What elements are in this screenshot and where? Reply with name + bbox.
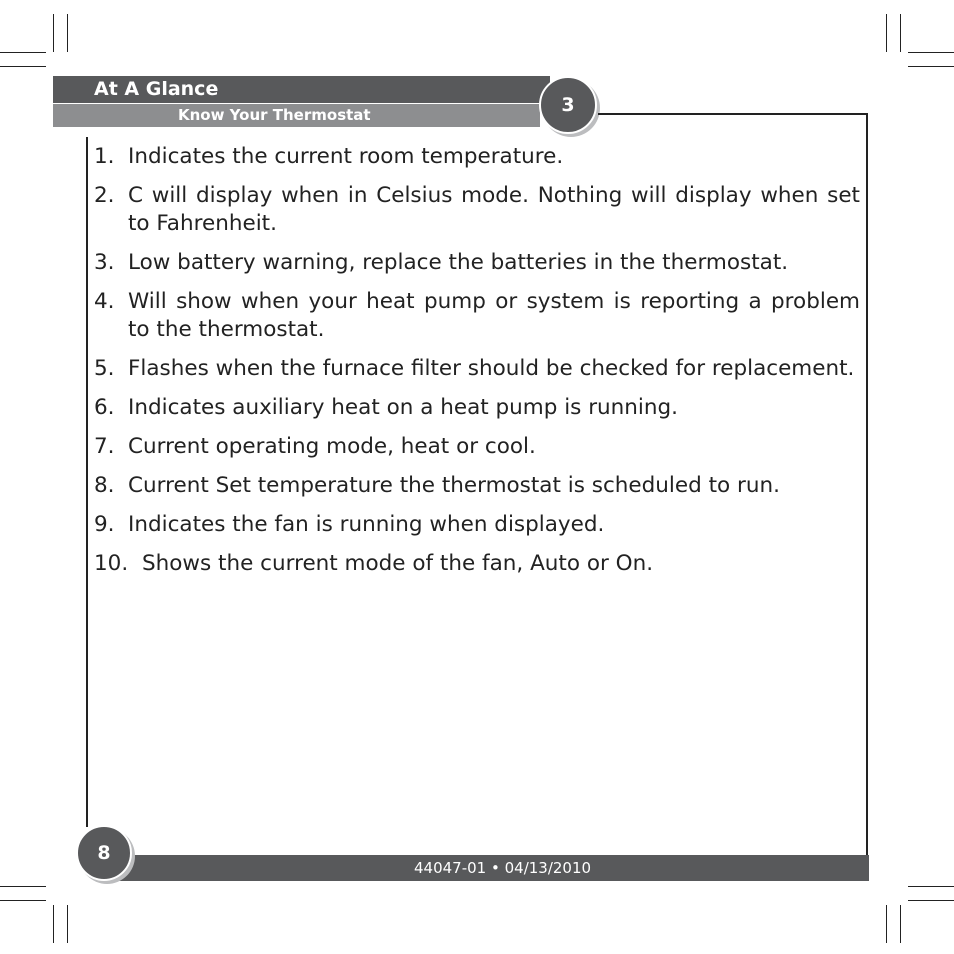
frame-right-line [866,113,868,857]
item-text: Low battery warning, replace the batteries in the thermostat. [128,250,789,275]
page-number-badge: 8 [76,825,132,881]
item-text: Shows the current mode of the fan, Auto or On. [142,551,654,576]
document-info: 44047-01 • 04/13/2010 [414,859,592,877]
list-item [94,511,860,539]
crop-mark [0,900,46,901]
item-number: 3. [94,250,115,275]
frame-left-line [86,137,88,827]
item-number: 4. [94,289,115,314]
crop-mark [0,52,46,53]
item-text: Indicates the current room temperature. [128,144,564,169]
item-text: Indicates auxiliary heat on a heat pump is running. [128,395,679,420]
crop-mark [53,14,54,52]
list-item [94,143,860,171]
crop-mark [886,905,887,943]
crop-mark [67,14,68,52]
item-number: 8. [94,473,115,498]
chapter-number-badge: 3 [539,76,597,134]
crop-mark [908,900,954,901]
list-item [94,249,860,277]
item-text: Flashes when the furnace filter should be checked for replacement. [128,356,855,381]
item-text: Current Set temperature the thermostat is scheduled to run. [128,473,780,498]
crop-mark [908,66,954,67]
item-number: 10. [94,551,129,576]
list-item [94,182,860,238]
list-item [94,550,860,578]
section-title: At A Glance [94,78,219,100]
item-number: 7. [94,434,115,459]
list-item [94,355,860,383]
crop-mark [908,886,954,887]
crop-mark [900,14,901,52]
item-number: 6. [94,395,115,420]
list-item [94,394,860,422]
list-item [94,433,860,461]
crop-mark [67,905,68,943]
frame-top-line [598,113,868,115]
item-number: 1. [94,144,115,169]
crop-mark [0,66,46,67]
crop-mark [53,905,54,943]
item-number: 5. [94,356,115,381]
item-text: Current operating mode, heat or cool. [128,434,536,459]
crop-mark [886,14,887,52]
crop-mark [0,886,46,887]
list-item [94,288,860,344]
section-subtitle: Know Your Thermostat [178,106,371,124]
crop-mark [900,905,901,943]
item-text: Indicates the fan is running when displayed. [128,512,605,537]
indicator-list [94,143,860,589]
list-item [94,472,860,500]
item-text: C will display when in Celsius mode. Nothing will display when set to Fahrenheit. [128,183,860,236]
item-text: Will show when your heat pump or system is reporting a problem to the thermostat. [128,289,860,342]
item-number: 9. [94,512,115,537]
crop-mark [908,52,954,53]
item-number: 2. [94,183,115,208]
